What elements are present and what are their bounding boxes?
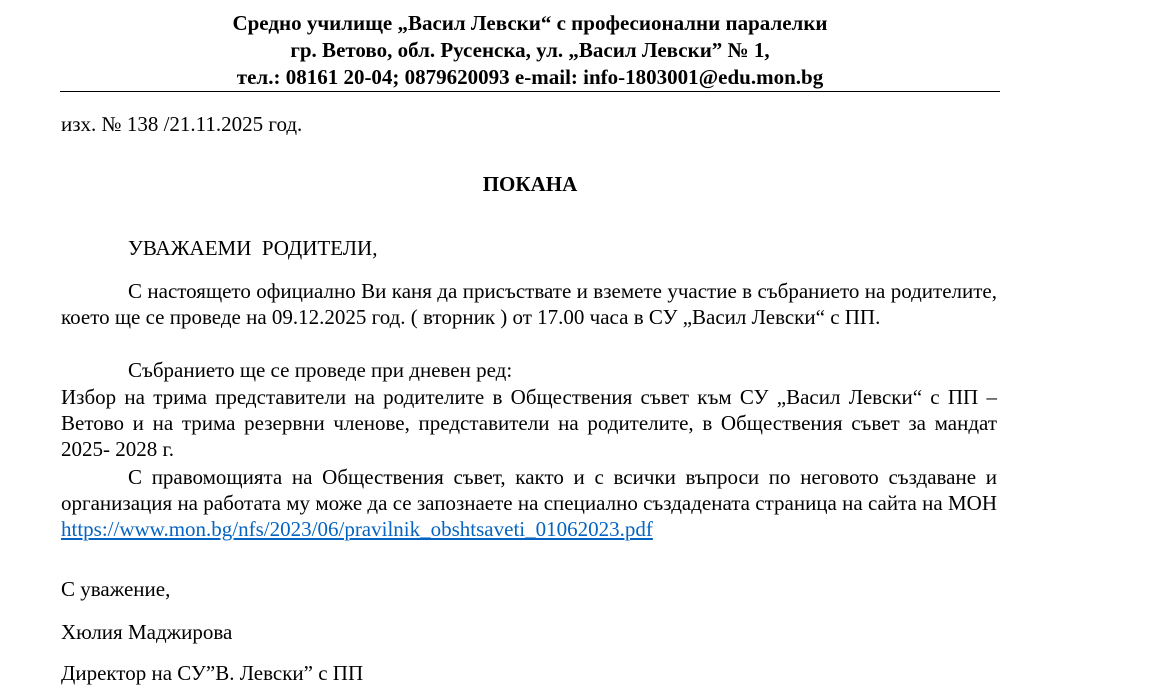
paragraph-more-info-text: С правомощията на Обществения съвет, както и с всички въпроси по неговото създаване и организация на работата му може да се запознаете на специално създадената страница на сайта на МОН — [61, 465, 997, 515]
signatory-position: Директор на СУ”В. Левски” с ПП — [61, 661, 364, 685]
paragraph-invitation: С настоящето официално Ви каня да присъствате и вземете участие в събранието на родителите, което ще се проведе на 09.12.2025 год. ( вторник ) от 17.00 часа в СУ „Васил Левски“ с ПП. — [61, 279, 997, 329]
header-divider — [60, 91, 1000, 92]
closing-regards: С уважение, — [61, 577, 171, 601]
signatory-name: Хюлия Маджирова — [61, 620, 233, 644]
school-address: гр. Ветово, обл. Русенска, ул. „Васил Левски” № 1, — [290, 38, 770, 62]
regulation-link[interactable]: https://www.mon.bg/nfs/2023/06/pravilnik_obshtsaveti_01062023.pdf — [61, 517, 653, 541]
paragraph-agenda-item: Избор на трима представители на родителите в Обществения съвет към СУ „Васил Левски“ с ПП – Ветово и на трима резервни членове, представители на родителите, в Обществения съвет за мандат 2025- 2028 г. — [61, 385, 997, 461]
paragraph-agenda-intro: Събранието ще се проведе при дневен ред: — [128, 358, 513, 382]
document-reference: изх. № 138 /21.11.2025 год. — [61, 112, 303, 136]
paragraph-more-info — [61, 464, 997, 542]
document-title: ПОКАНА — [482, 172, 578, 196]
salutation: УВАЖАЕМИ РОДИТЕЛИ, — [128, 236, 378, 260]
school-name: Средно училище „Васил Левски“ с професионални паралелки — [232, 11, 828, 35]
school-contacts: тел.: 08161 20-04; 0879620093 e-mail: info-1803001@edu.mon.bg — [236, 65, 824, 89]
